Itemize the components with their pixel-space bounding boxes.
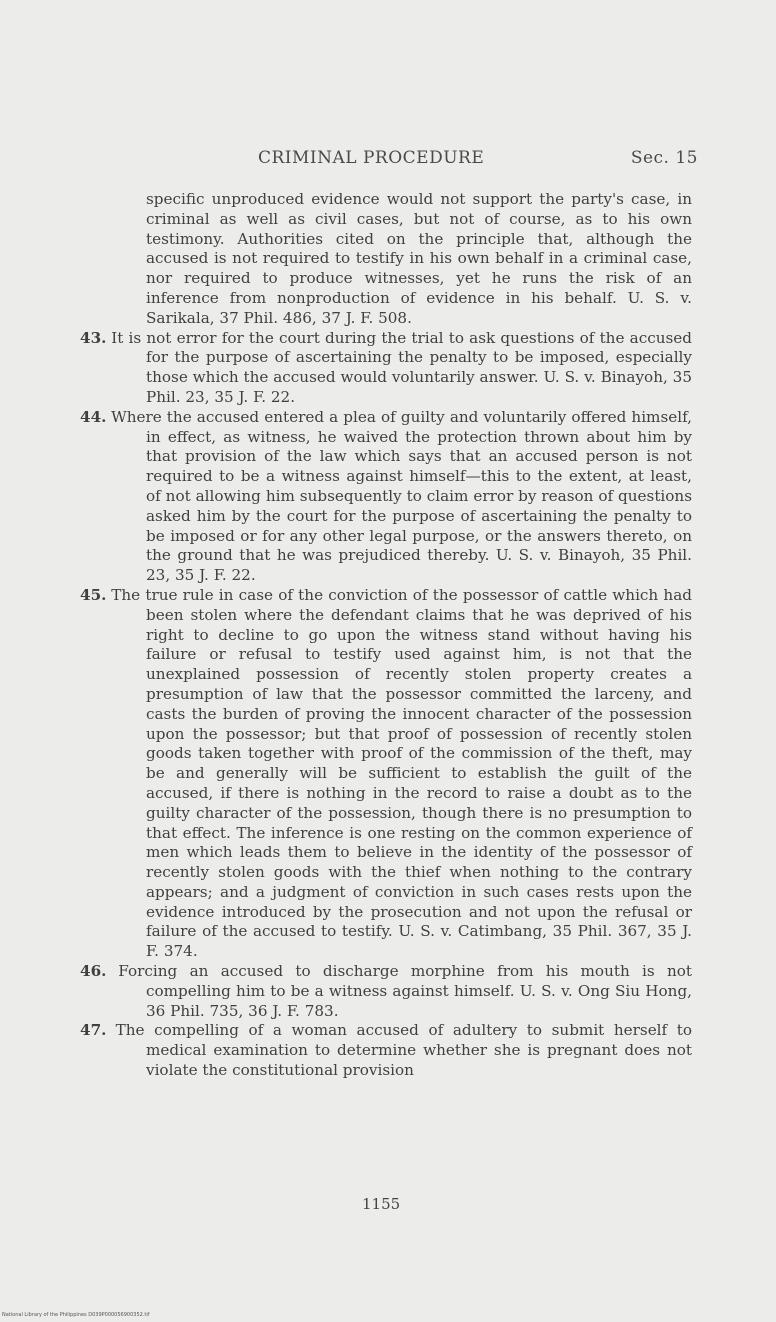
scan-footer: National Library of the Philippines D039P000056900352.tif xyxy=(2,1312,150,1318)
entry-text: Forcing an accused to discharge morphine from his mouth is not compelling him to be a witness against himself. U. S. v. Ong Siu Hong, 36 Phil. 735, 36 J. F. 783. xyxy=(118,962,693,1020)
entry-number: 46. xyxy=(80,962,107,981)
entry-number: 44. xyxy=(80,407,107,426)
entry-text: Where the accused entered a plea of guilty and voluntarily offered himself, in effect, as witness, he waived the protection thrown about him by that provision of the law which says that an accused person is not required to be a witness against himself—this to the extent, at least, of not allowing him subsequently to claim error by reason of questions asked him by the court for the purpose of ascertaining the penalty to be imposed or for any other legal purpose, or the answers thereto, on the ground that he was prejudiced thereby. U. S. v. Binayoh, 35 Phil. 23, 35 J. F. 22. xyxy=(111,407,692,585)
entry-text: The true rule in case of the conviction of the possessor of cattle which had been stolen where the defendant claims that he was deprived of his right to decline to go upon the witness stand without having his failure or refusal to testify used against him, is not that the unexplained possession of recently stolen property creates a presumption of law that the possessor committed the larceny, and casts the burden of proving the innocent character of the possession upon the possessor; but that proof of possession of recently stolen goods taken together with proof of the commission of the theft, may be and generally will be sufficient to establish the guilt of the accused, if there is nothing in the record to raise a doubt as to the guilty character of the possession, though there is no presumption to that effect. The inference is one resting on the common experience of men which leads them to believe in the identity of the possessor of recently stolen goods with the thief when nothing to the contrary appears; and a judgment of conviction in such cases rests upon the evidence introduced by the prosecution and not upon the refusal or failure of the accused to testify. U. S. v. Catimbang, 35 Phil. 367, 35 J. F. 374. xyxy=(111,585,692,961)
entry-47 xyxy=(80,1021,692,1080)
entry-number: 47. xyxy=(80,1021,107,1040)
entry-43 xyxy=(80,329,692,408)
header-section: Sec. 15 xyxy=(630,148,698,168)
page-number: 1155 xyxy=(362,1195,401,1213)
continuation-paragraph: specific unproduced evidence would not support the party's case, in criminal as well as civil cases, but not of course, as to his own testimony. Authorities cited on the principle that, although the accused is not required to testify in his own behalf in a criminal case, nor required to produce witnesses, yet he runs the risk of an inference from nonproduction of evidence in his behalf. U. S. v. Sarikala, 37 Phil. 486, 37 J. F. 508. xyxy=(146,190,692,327)
entry-text: It is not error for the court during the trial to ask questions of the accused for the purpose of ascertaining the penalty to be imposed, especially those which the accused would voluntarily answer. U. S. v. Binayoh, 35 Phil. 23, 35 J. F. 22. xyxy=(111,328,692,406)
page-body xyxy=(80,190,692,1081)
entry-number: 43. xyxy=(80,328,107,347)
entry-text: The compelling of a woman accused of adultery to submit herself to medical examination to determine whether she is pregnant does not violate the constitutional provision xyxy=(115,1021,693,1080)
entry-46 xyxy=(80,962,692,1021)
entry-45 xyxy=(80,586,692,962)
entry-44 xyxy=(80,408,692,586)
header-title: CRIMINAL PROCEDURE xyxy=(258,148,485,168)
entry-number: 45. xyxy=(80,585,107,604)
